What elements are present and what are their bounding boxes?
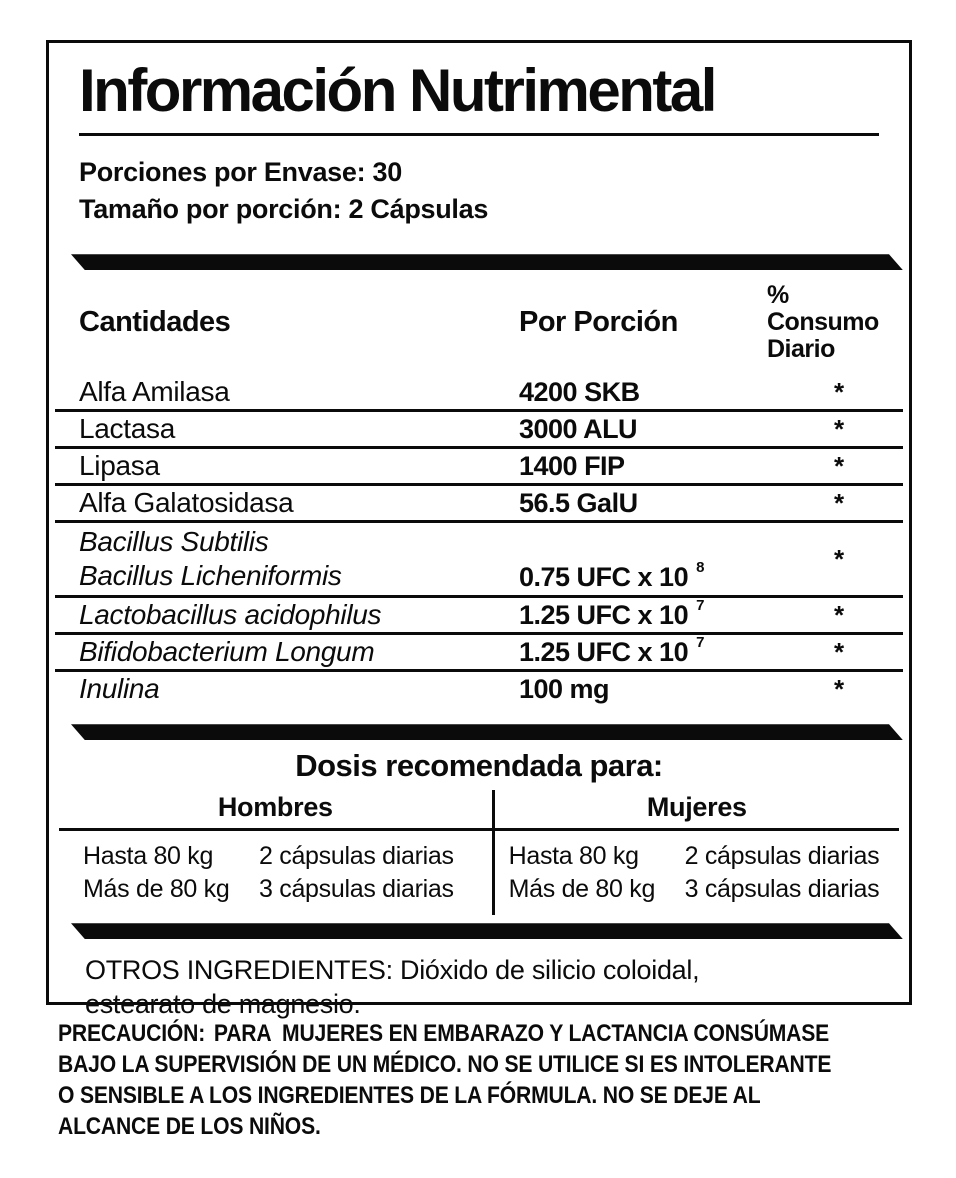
nutrient-amount: 1400 FIP — [519, 450, 625, 481]
nutrient-name: Lactobacillus acidophilus — [79, 599, 382, 631]
nutrient-table — [79, 375, 879, 706]
nutrient-amount: 3000 ALU — [519, 413, 638, 444]
dosage-column-header: Hombres — [59, 790, 492, 831]
nutrient-amount: 1.25 UFC x 10 $^7$ — [519, 596, 704, 630]
dosage-row — [509, 873, 899, 906]
nutrient-name: Alfa Amilasa — [79, 376, 230, 408]
serving-size: Tamaño por porción: 2 Cápsulas — [79, 194, 489, 225]
column-header-consumo-diario: % Consumo Diario — [767, 281, 879, 364]
precaution-label: PRECAUCIÓN: — [58, 1020, 206, 1047]
daily-value-asterisk: * — [833, 450, 845, 481]
weight-range: Hasta 80 kg — [83, 842, 214, 871]
table-row — [79, 375, 879, 409]
nutrient-amount: 56.5 GalU — [519, 487, 638, 518]
other-ingredients: OTROS INGREDIENTES: Dióxido de silicio coloidal, estearato de magnesio. — [85, 955, 700, 1020]
label-title: Información Nutrimental — [79, 57, 715, 124]
nutrient-name: Bacillus Subtilis Bacillus Licheniformis — [79, 526, 342, 592]
serving-info — [79, 154, 879, 228]
daily-value-asterisk: * — [833, 413, 845, 444]
nutrient-amount: 100 mg — [519, 673, 610, 704]
nutrient-amount: 0.75 UFC x 10 $^8$ — [519, 559, 704, 593]
table-row — [79, 635, 879, 669]
dosage-table — [59, 790, 899, 915]
dosage-column-women — [492, 790, 899, 915]
daily-value-asterisk: * — [833, 599, 845, 630]
dosage-title: Dosis recomendada para: — [295, 748, 663, 784]
daily-value-asterisk: * — [833, 376, 845, 407]
dosage-row — [83, 840, 492, 873]
nutrition-label-box — [46, 40, 912, 1020]
dosage-row — [83, 873, 492, 906]
dosage-column-men — [59, 790, 492, 915]
dose: 3 cápsulas diarias — [684, 875, 880, 904]
table-row — [79, 486, 879, 520]
daily-value-asterisk: * — [833, 673, 845, 704]
dose: 2 cápsulas diarias — [684, 842, 880, 871]
weight-range: Más de 80 kg — [508, 875, 656, 904]
exponent: 7 — [696, 596, 704, 614]
weight-range: Más de 80 kg — [83, 875, 230, 904]
nutrient-amount: 1.25 UFC x 10 $^7$ — [519, 633, 704, 667]
nutrient-name: Alfa Galatosidasa — [79, 487, 294, 519]
exponent: 7 — [696, 633, 704, 651]
nutrient-amount: 4200 SKB — [519, 376, 640, 407]
daily-value-asterisk: * — [833, 543, 845, 574]
nutrient-name: Inulina — [79, 673, 160, 705]
precaution-text: PRECAUCIÓN: PARA MUJERES EN EMBARAZO Y LACTANCIA CONSÚMASE BAJO LA SUPERVISIÓN DE UN MÉDICO. NO SE UTILICE SI ES INTOLERANTE O SENSIBLE A LOS INGREDIENTES DE LA FÓRMULA. NO SE DEJE AL ALCANCE DE LOS NIÑOS. — [58, 1020, 832, 1140]
nutrient-name: Lipasa — [79, 450, 160, 482]
separator-bar-top — [71, 254, 903, 270]
column-header-por-porcion: Por Porción — [519, 306, 678, 339]
title-divider — [79, 133, 879, 136]
table-row — [79, 523, 879, 595]
exponent: 8 — [696, 559, 704, 577]
weight-range: Hasta 80 kg — [508, 842, 639, 871]
dosage-row — [509, 840, 899, 873]
table-row — [79, 598, 879, 632]
table-row — [79, 449, 879, 483]
table-header-row — [79, 282, 879, 363]
table-row — [79, 412, 879, 446]
dose: 3 cápsulas diarias — [259, 875, 454, 904]
daily-value-asterisk: * — [833, 636, 845, 667]
nutrient-name: Lactasa — [79, 413, 175, 445]
dose: 2 cápsulas diarias — [259, 842, 454, 871]
daily-value-asterisk: * — [833, 487, 845, 518]
separator-bar-middle — [71, 724, 903, 740]
table-row — [79, 672, 879, 706]
nutrient-name: Bifidobacterium Longum — [79, 636, 375, 668]
separator-bar-bottom — [71, 923, 903, 939]
dosage-column-header: Mujeres — [495, 790, 899, 831]
column-header-cantidades: Cantidades — [79, 306, 231, 339]
servings-per-container: Porciones por Envase: 30 — [79, 157, 402, 188]
